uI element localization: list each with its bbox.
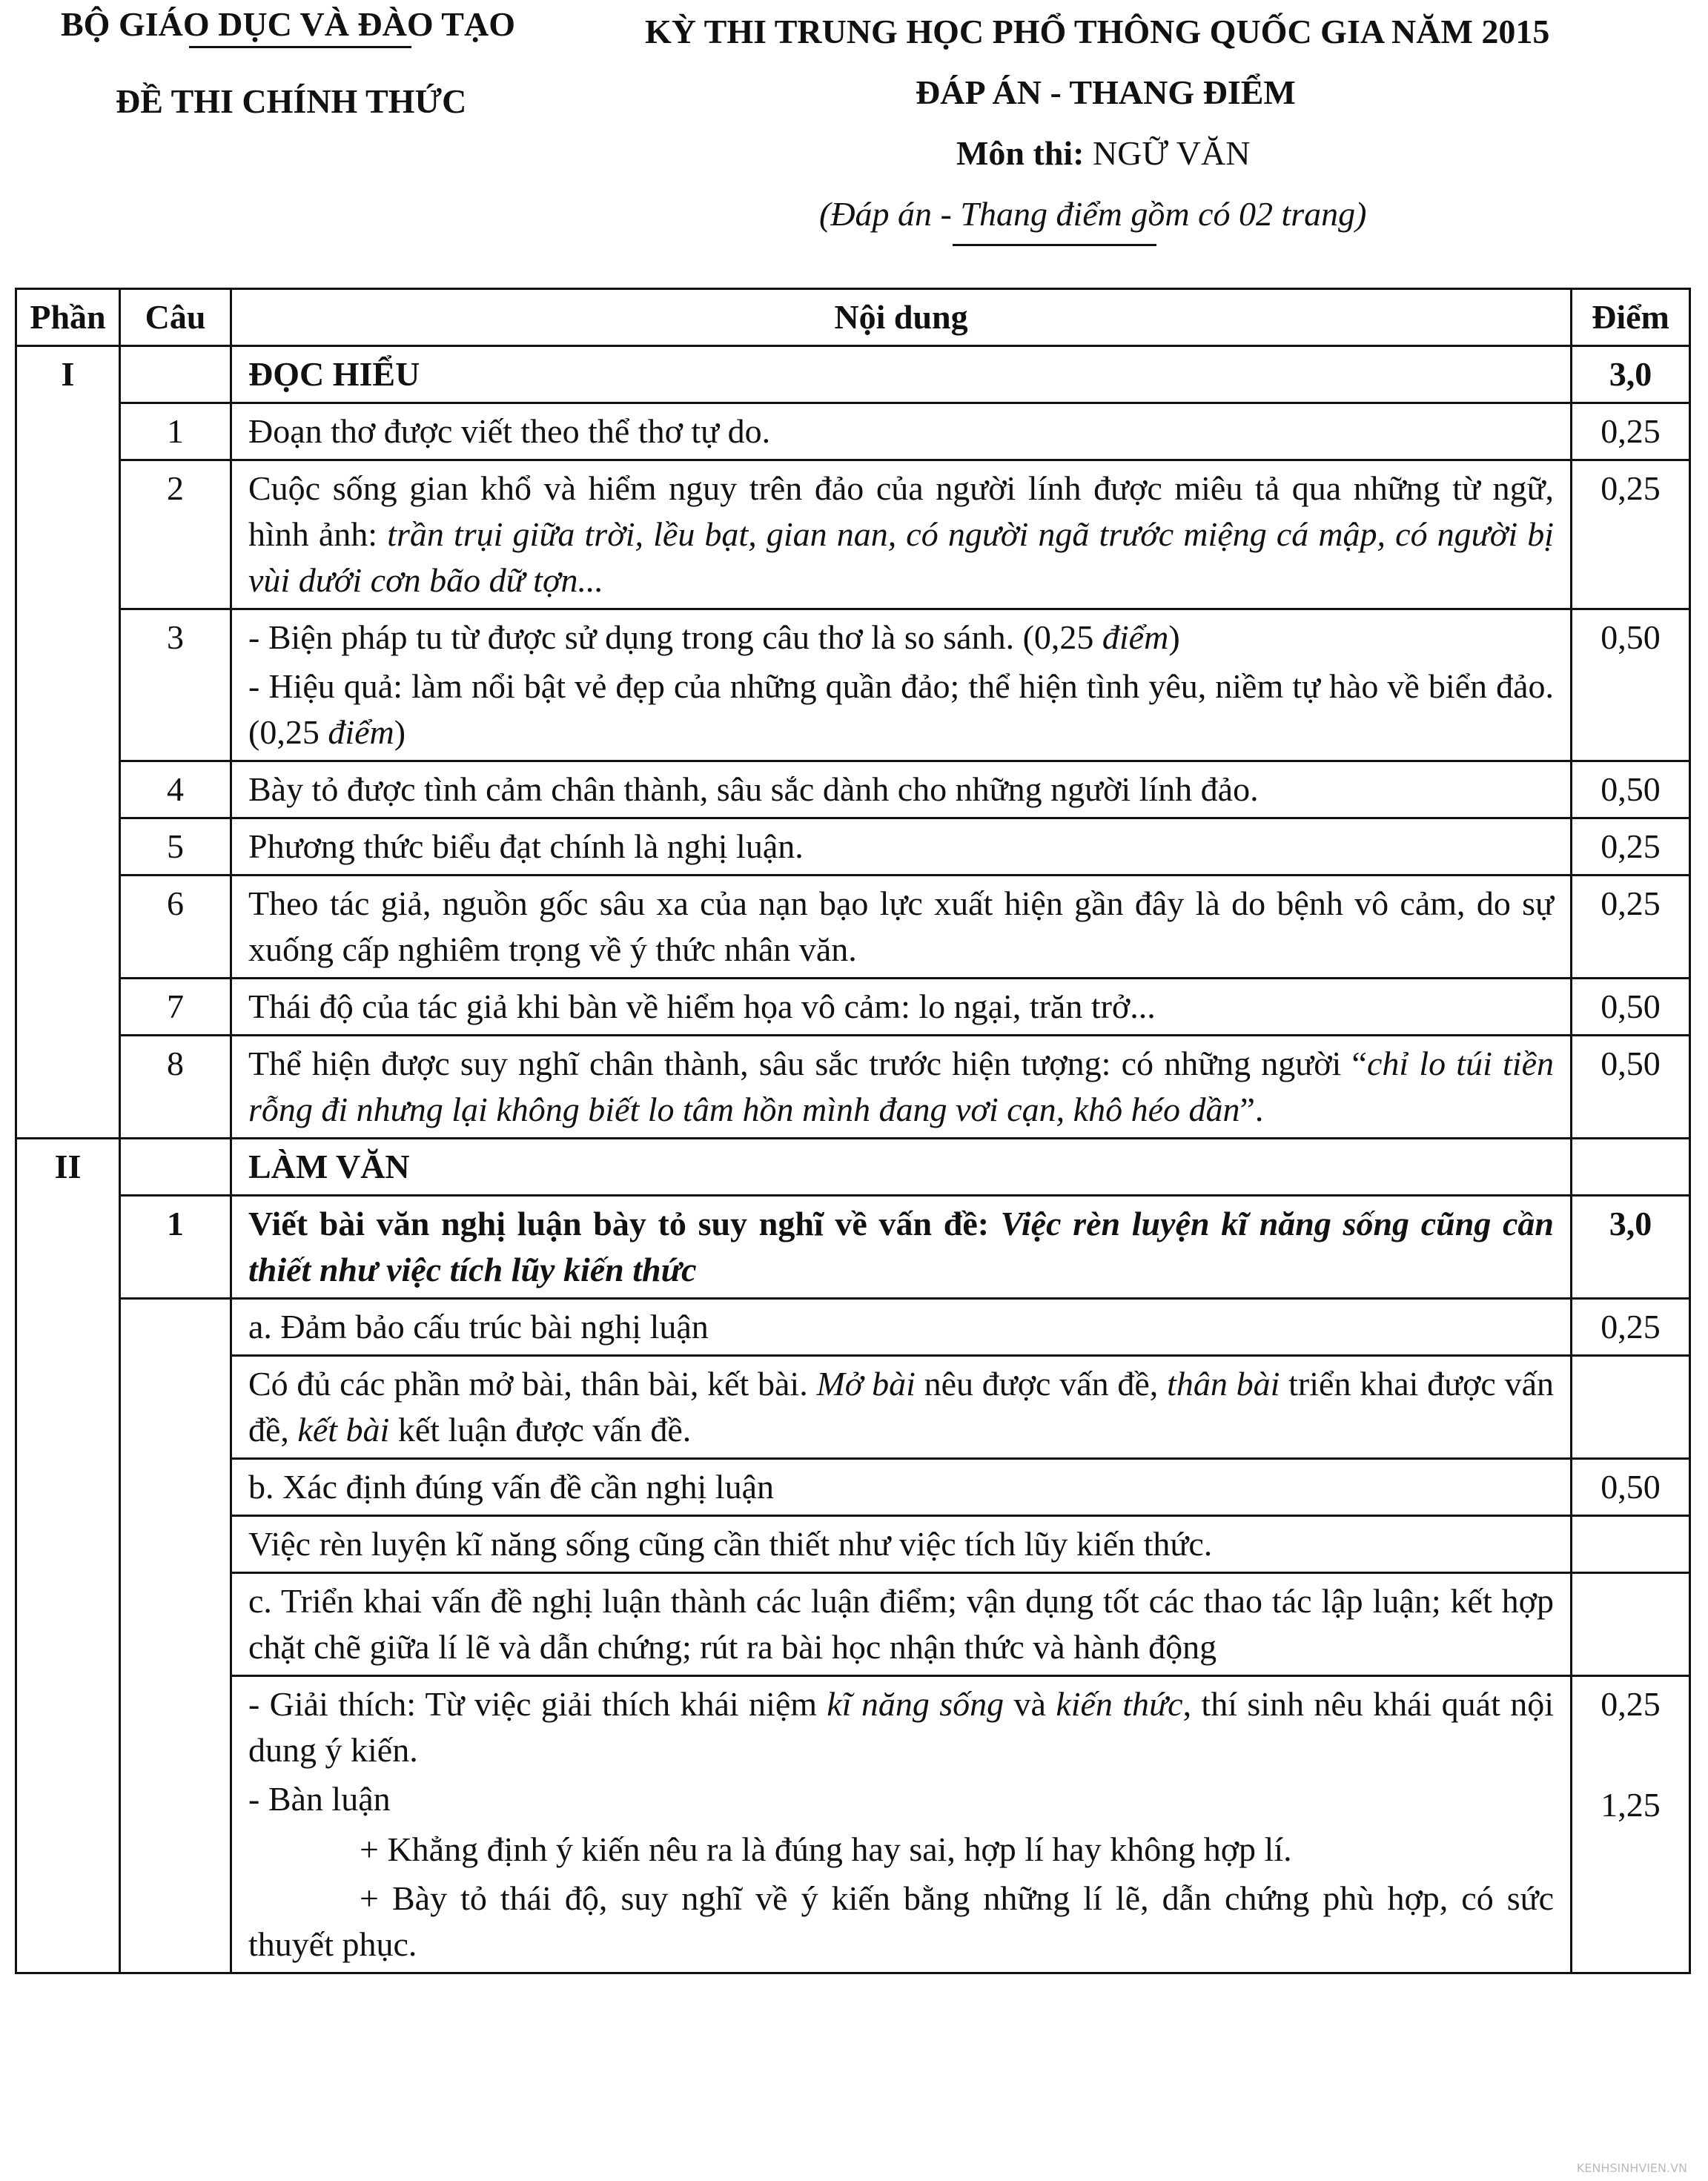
header-question: Câu	[120, 289, 231, 346]
answer-table	[15, 288, 1691, 1974]
empty-cell	[120, 1299, 231, 1973]
exam-title: KỲ THI TRUNG HỌC PHỔ THÔNG QUỐC GIA NĂM 2015	[645, 13, 1550, 50]
table-row	[16, 403, 1690, 460]
essay-prompt-text: Viết bài văn nghị luận bày tỏ suy nghĩ về vấn đề:	[248, 1205, 1001, 1242]
answer-text-plain: ”.	[1239, 1090, 1264, 1128]
explain-italic: kiến thức	[1056, 1685, 1183, 1723]
explain-text: - Giải thích: Từ việc giải thích khái niệm	[248, 1685, 827, 1723]
empty-cell	[120, 346, 231, 403]
answer-text: Bày tỏ được tình cảm chân thành, sâu sắc dành cho những người lính đảo.	[231, 761, 1572, 818]
answer-key-title: ĐÁP ÁN - THANG ĐIỂM	[916, 73, 1296, 111]
page-note: (Đáp án - Thang điểm gồm có 02 trang)	[819, 195, 1367, 233]
table-header-row	[16, 289, 1690, 346]
table-row	[16, 346, 1690, 403]
answer-line-italic: điểm	[1102, 618, 1169, 656]
part-label: I	[16, 346, 120, 1139]
table-row	[16, 1299, 1690, 1356]
header-part: Phần	[16, 289, 120, 346]
discussion-point: + Khẳng định ý kiến nêu ra là đúng hay sai, hợp lí hay không hợp lí.	[360, 1830, 1292, 1868]
header-score: Điểm	[1572, 289, 1690, 346]
table-row	[16, 979, 1690, 1036]
criterion-title: c. Triển khai vấn đề nghị luận thành các luận điểm; vận dụng tốt các thao tác lập luận; kết hợp chặt chẽ giữa lí lẽ và dẫn chứng; rút ra bài học nhận thức và hành động	[231, 1573, 1572, 1676]
answer-text: Theo tác giả, nguồn gốc sâu xa của nạn bạo lực xuất hiện gần đây là do bệnh vô cảm, do sự xuống cấp nghiêm trọng về ý thức nhân văn.	[231, 876, 1572, 979]
criterion-body-italic: Mở bài	[816, 1365, 916, 1403]
table-row	[16, 818, 1690, 876]
question-number: 7	[120, 979, 231, 1036]
section-score: 3,0	[1572, 346, 1690, 403]
table-row	[16, 1139, 1690, 1196]
explain-italic: kĩ năng sống	[827, 1685, 1004, 1723]
answer-text-plain: Thể hiện được suy nghĩ chân thành, sâu sắc trước hiện tượng: có những người “	[248, 1045, 1367, 1082]
essay-score: 3,0	[1572, 1196, 1690, 1299]
section-title: LÀM VĂN	[231, 1139, 1572, 1196]
criterion-title: a. Đảm bảo cấu trúc bài nghị luận	[231, 1299, 1572, 1356]
subject-name: NGỮ VĂN	[1093, 134, 1251, 172]
criterion-body	[231, 1676, 1572, 1973]
answer-text-italic: trần trụi giữa trời, lều bạt, gian nan, có người ngã trước miệng cá mập, có người bị vùi dưới cơn bão dữ tợn...	[248, 515, 1554, 599]
subject-line	[956, 133, 1250, 173]
answer-line	[248, 663, 1554, 755]
answer-text: Phương thức biểu đạt chính là nghị luận.	[231, 818, 1572, 876]
answer-line-text: - Hiệu quả: làm nổi bật vẻ đẹp của những quần đảo; thể hiện tình yêu, niềm tự hào về biển đảo. (0,25	[248, 667, 1554, 751]
table-row	[16, 1196, 1690, 1299]
table-row	[16, 876, 1690, 979]
essay-prompt-italic: Việc rèn luyện kĩ năng sống cũng cần thiết như việc tích lũy kiến thức	[248, 1205, 1554, 1288]
answer-score: 0,25	[1572, 403, 1690, 460]
explain-text: , thí sinh nêu khái quát nội dung ý kiến.	[248, 1685, 1555, 1769]
question-number: 1	[120, 1196, 231, 1299]
empty-cell	[1572, 1573, 1690, 1676]
table-row	[16, 1516, 1690, 1573]
discussion-score: 1,25	[1601, 1786, 1661, 1824]
empty-cell	[1572, 1139, 1690, 1196]
answer-text-plain: Cuộc sống gian khổ và hiểm nguy trên đảo của người lính được miêu tả qua những từ ngữ, hình ảnh:	[248, 469, 1554, 553]
criterion-body: Việc rèn luyện kĩ năng sống cũng cần thiết như việc tích lũy kiến thức.	[231, 1516, 1572, 1573]
discussion-point: + Bày tỏ thái độ, suy nghĩ về ý kiến bằng những lí lẽ, dẫn chứng phù hợp, có sức thuyết phục.	[248, 1879, 1554, 1963]
criterion-title: b. Xác định đúng vấn đề cần nghị luận	[231, 1459, 1572, 1516]
official-exam-label: ĐỀ THI CHÍNH THỨC	[116, 82, 467, 120]
question-number: 5	[120, 818, 231, 876]
question-number: 3	[120, 609, 231, 761]
answer-line-text: - Biện pháp tu từ được sử dụng trong câu thơ là so sánh. (0,25	[248, 618, 1102, 656]
answer-score: 0,25	[1572, 818, 1690, 876]
explain-text: và	[1004, 1685, 1056, 1723]
criterion-body-italic: kết bài	[297, 1411, 390, 1449]
answer-score: 0,50	[1572, 979, 1690, 1036]
criterion-score-cell	[1572, 1676, 1690, 1973]
table-row	[16, 1459, 1690, 1516]
ministry-underline	[189, 46, 411, 48]
empty-cell	[1572, 1516, 1690, 1573]
answer-line-italic: điểm	[328, 713, 394, 751]
question-number: 8	[120, 1036, 231, 1139]
criterion-body	[231, 1356, 1572, 1459]
header-content: Nội dung	[231, 289, 1572, 346]
answer-text	[231, 609, 1572, 761]
section-title: ĐỌC HIỂU	[231, 346, 1572, 403]
answer-score: 0,50	[1572, 761, 1690, 818]
question-number: 4	[120, 761, 231, 818]
ministry-name: BỘ GIÁO DỤC VÀ ĐÀO TẠO	[61, 5, 515, 43]
table-row	[16, 1036, 1690, 1139]
question-number: 1	[120, 403, 231, 460]
table-row	[16, 460, 1690, 609]
watermark: KENHSINHVIEN.VN	[1576, 2161, 1687, 2175]
answer-text: Đoạn thơ được viết theo thể thơ tự do.	[231, 403, 1572, 460]
explain-score: 0,25	[1601, 1685, 1661, 1723]
empty-cell	[120, 1139, 231, 1196]
discussion-title: - Bàn luận	[248, 1780, 391, 1818]
table-row	[16, 1356, 1690, 1459]
answer-text-italic: chỉ lo túi tiền rỗng đi nhưng lại không biết lo tâm hồn mình đang vơi cạn, khô héo dần	[248, 1045, 1555, 1128]
answer-score: 0,25	[1572, 876, 1690, 979]
note-underline	[953, 244, 1156, 246]
answer-score: 0,50	[1572, 1036, 1690, 1139]
answer-text: Thái độ của tác giả khi bàn về hiểm họa vô cảm: lo ngại, trăn trở...	[231, 979, 1572, 1036]
criterion-body-text: triển khai được vấn đề,	[248, 1365, 1554, 1449]
answer-score: 0,25	[1572, 460, 1690, 609]
answer-text	[231, 1036, 1572, 1139]
answer-score: 0,50	[1572, 609, 1690, 761]
subject-label: Môn thi:	[956, 134, 1085, 172]
part-label: II	[16, 1139, 120, 1973]
table-row	[16, 1676, 1690, 1973]
criterion-body-text: kết luận được vấn đề.	[389, 1411, 692, 1449]
empty-cell	[1572, 1356, 1690, 1459]
table-row	[16, 1573, 1690, 1676]
table-row	[16, 761, 1690, 818]
criterion-body-text: Có đủ các phần mở bài, thân bài, kết bài.	[248, 1365, 817, 1403]
criterion-score: 0,25	[1572, 1299, 1690, 1356]
table-row	[16, 609, 1690, 761]
criterion-body-italic: thân bài	[1167, 1365, 1280, 1403]
answer-line-text: )	[394, 713, 406, 751]
essay-prompt	[231, 1196, 1572, 1299]
question-number: 2	[120, 460, 231, 609]
question-number: 6	[120, 876, 231, 979]
criterion-body-text: nêu được vấn đề,	[915, 1365, 1168, 1403]
answer-text	[231, 460, 1572, 609]
explain-line	[248, 1681, 1554, 1773]
answer-line	[248, 615, 1554, 661]
answer-line-text: )	[1168, 618, 1180, 656]
criterion-score: 0,50	[1572, 1459, 1690, 1516]
